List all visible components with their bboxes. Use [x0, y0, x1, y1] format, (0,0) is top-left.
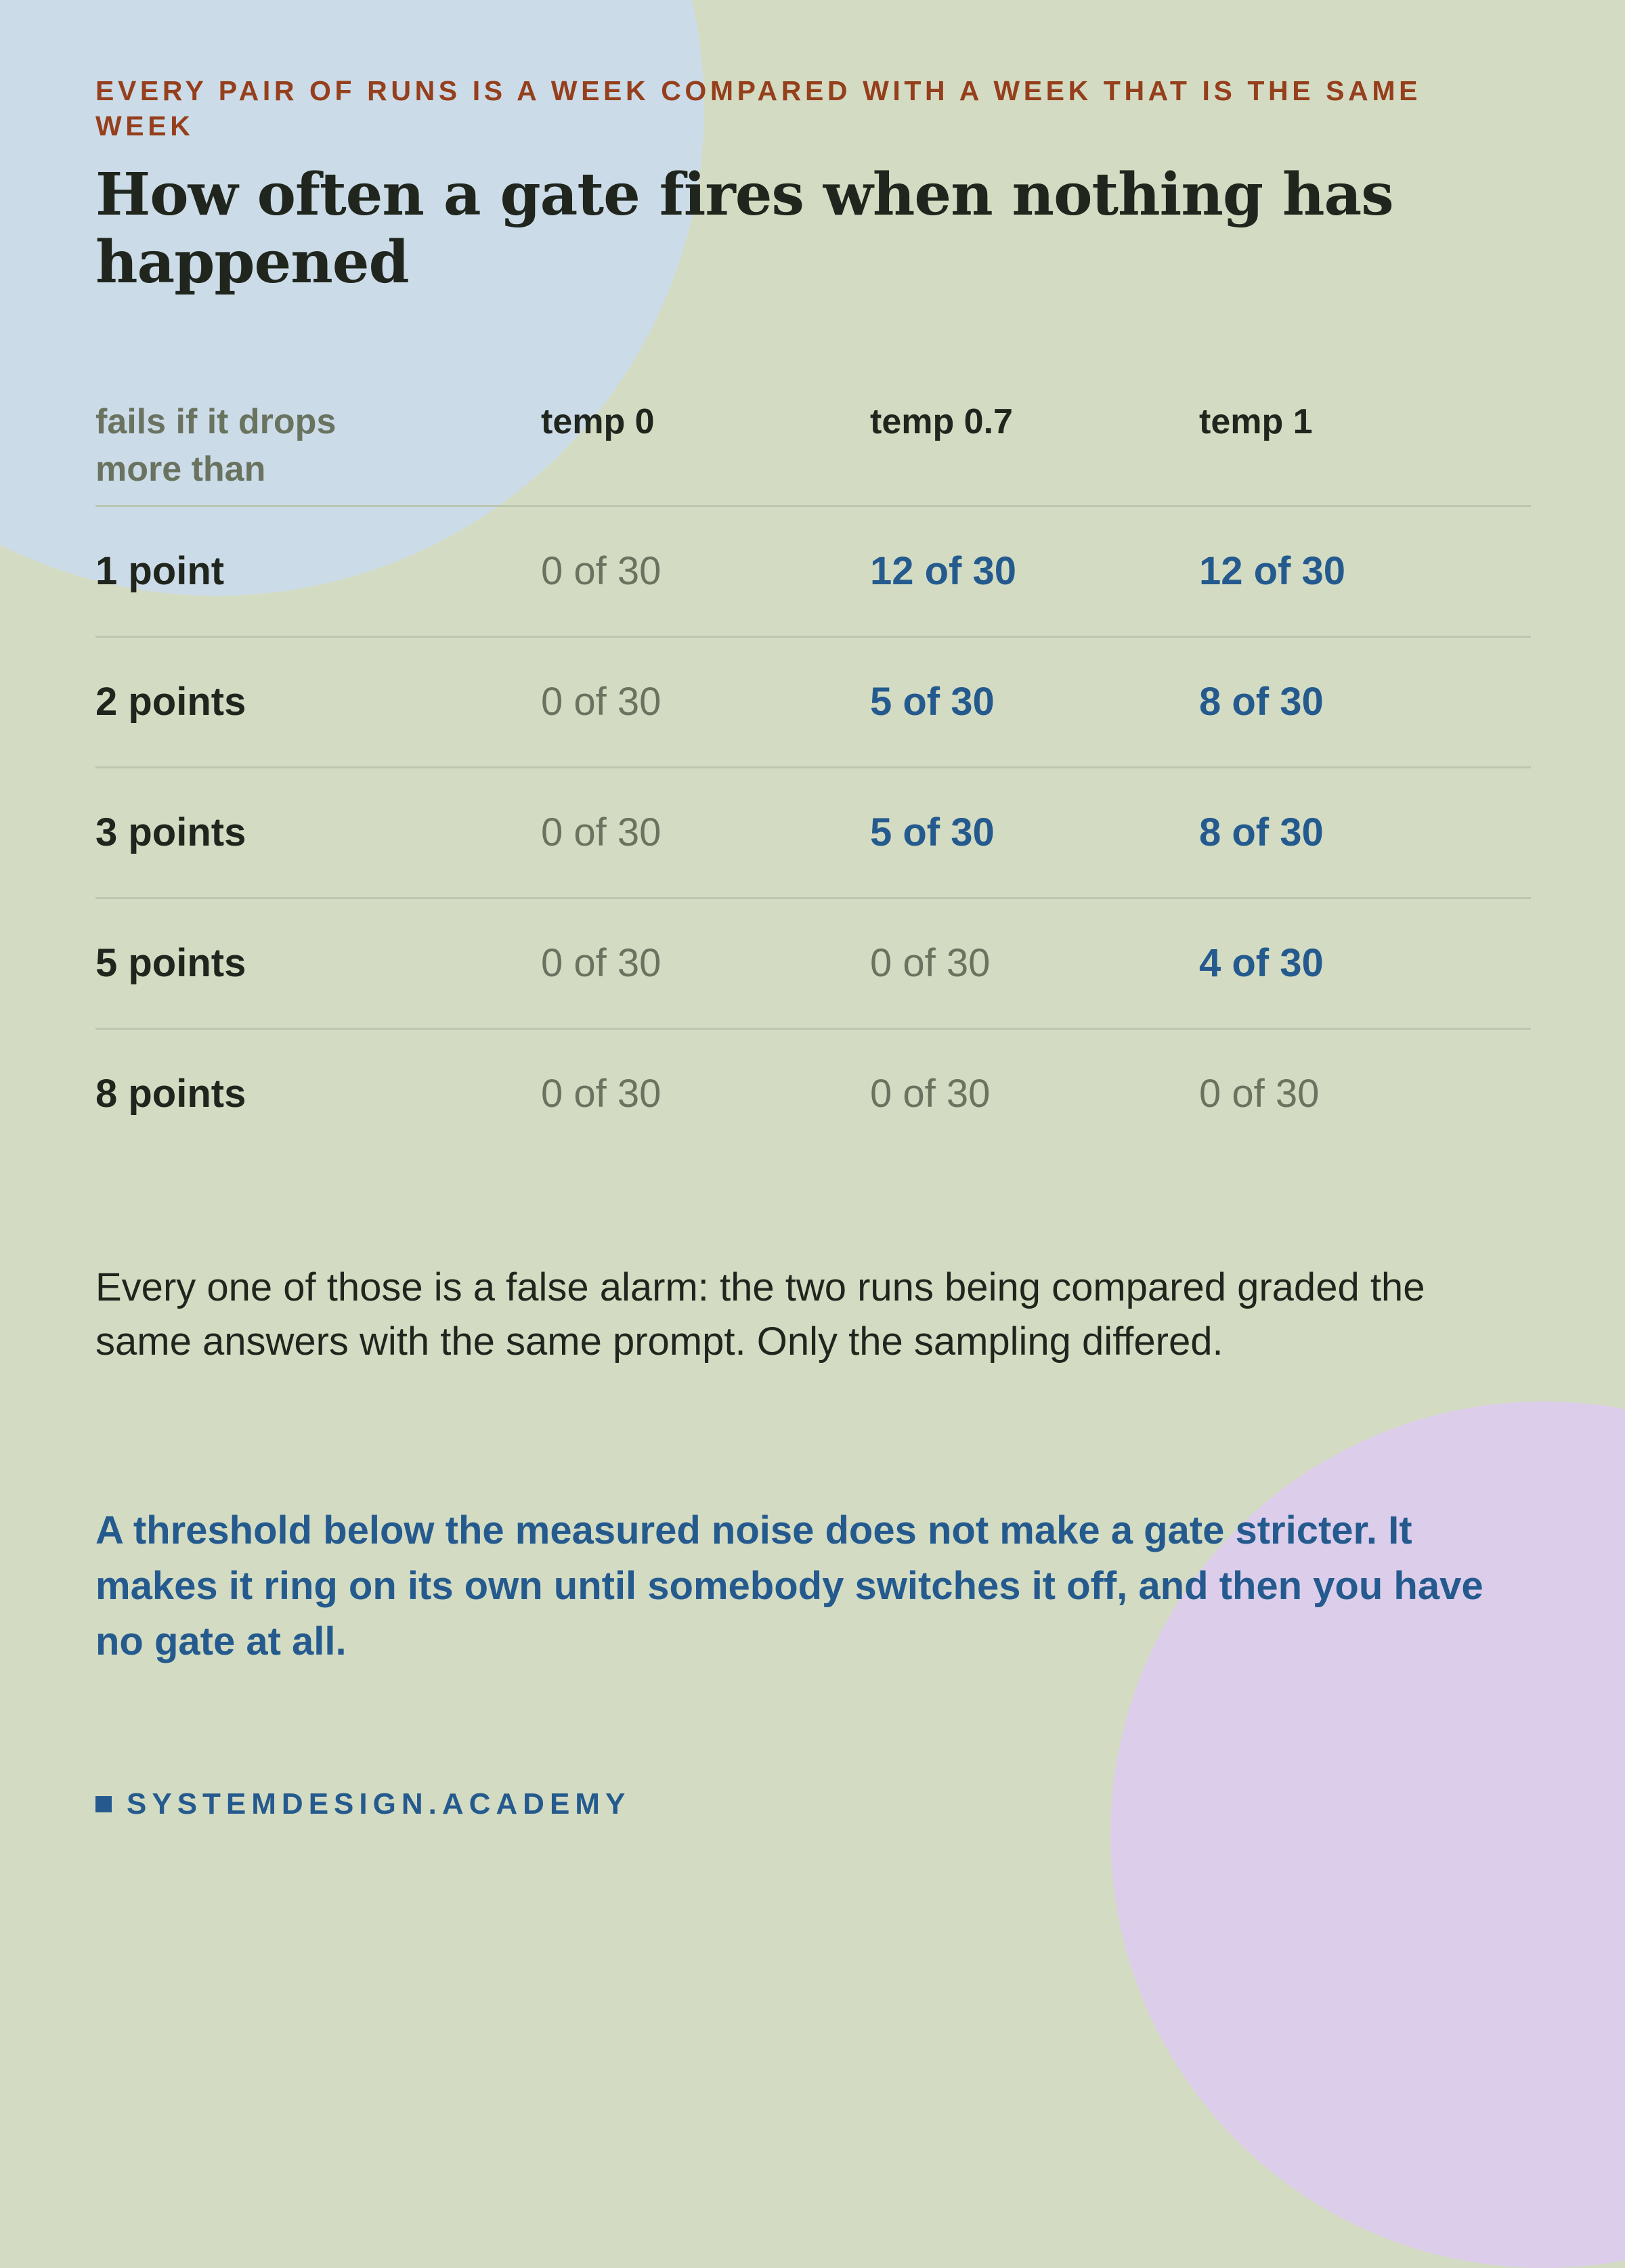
row-label: 3 points	[95, 810, 246, 854]
table-cell: 12 of 30	[1199, 549, 1345, 593]
table-cell: 0 of 30	[541, 680, 662, 724]
table-cell: 0 of 30	[541, 810, 662, 854]
table-row	[95, 1030, 1531, 1158]
table-row	[95, 507, 1531, 638]
table-row	[95, 899, 1531, 1030]
table-cell: 0 of 30	[541, 941, 662, 985]
column-header-temp-0: temp 0	[541, 402, 655, 441]
table-cell: 5 of 30	[870, 810, 995, 854]
row-label: 8 points	[95, 1072, 246, 1116]
column-header-threshold: fails if it drops more than	[95, 402, 337, 489]
false-alarm-table	[95, 393, 1531, 1158]
row-label: 1 point	[95, 549, 225, 593]
brand-name: SYSTEMDESIGN.ACADEMY	[127, 1787, 631, 1820]
table-cell: 8 of 30	[1199, 680, 1324, 724]
square-bullet-icon	[95, 1796, 112, 1812]
column-header-temp-0-7: temp 0.7	[870, 402, 1013, 441]
table-cell: 4 of 30	[1199, 941, 1324, 985]
table-cell: 5 of 30	[870, 680, 995, 724]
table-header	[95, 393, 1531, 507]
table-row	[95, 638, 1531, 768]
callout-text: A threshold below the measured noise does not make a gate stricter. It makes it ring on its own until somebody switches it off, and then you have no gate at all.	[95, 1508, 1483, 1663]
column-header-temp-1: temp 1	[1199, 402, 1313, 441]
row-label: 5 points	[95, 941, 246, 985]
row-label: 2 points	[95, 680, 246, 724]
table-cell: 12 of 30	[870, 549, 1016, 593]
table-cell: 0 of 30	[870, 941, 991, 985]
explanation-text: Every one of those is a false alarm: the two runs being compared graded the same answers with the same prompt. Only the sampling differed.	[95, 1265, 1425, 1364]
table-row	[95, 768, 1531, 899]
table-cell: 0 of 30	[1199, 1072, 1320, 1116]
table-cell: 0 of 30	[541, 549, 662, 593]
table-cell: 0 of 30	[541, 1072, 662, 1116]
table-cell: 8 of 30	[1199, 810, 1324, 854]
footer-brand	[95, 1787, 630, 1821]
eyebrow-text: EVERY PAIR OF RUNS IS A WEEK COMPARED WITH A WEEK THAT IS THE SAME WEEK	[95, 75, 1422, 141]
page-title: How often a gate fires when nothing has happened	[95, 160, 1393, 297]
table-cell: 0 of 30	[870, 1072, 991, 1116]
